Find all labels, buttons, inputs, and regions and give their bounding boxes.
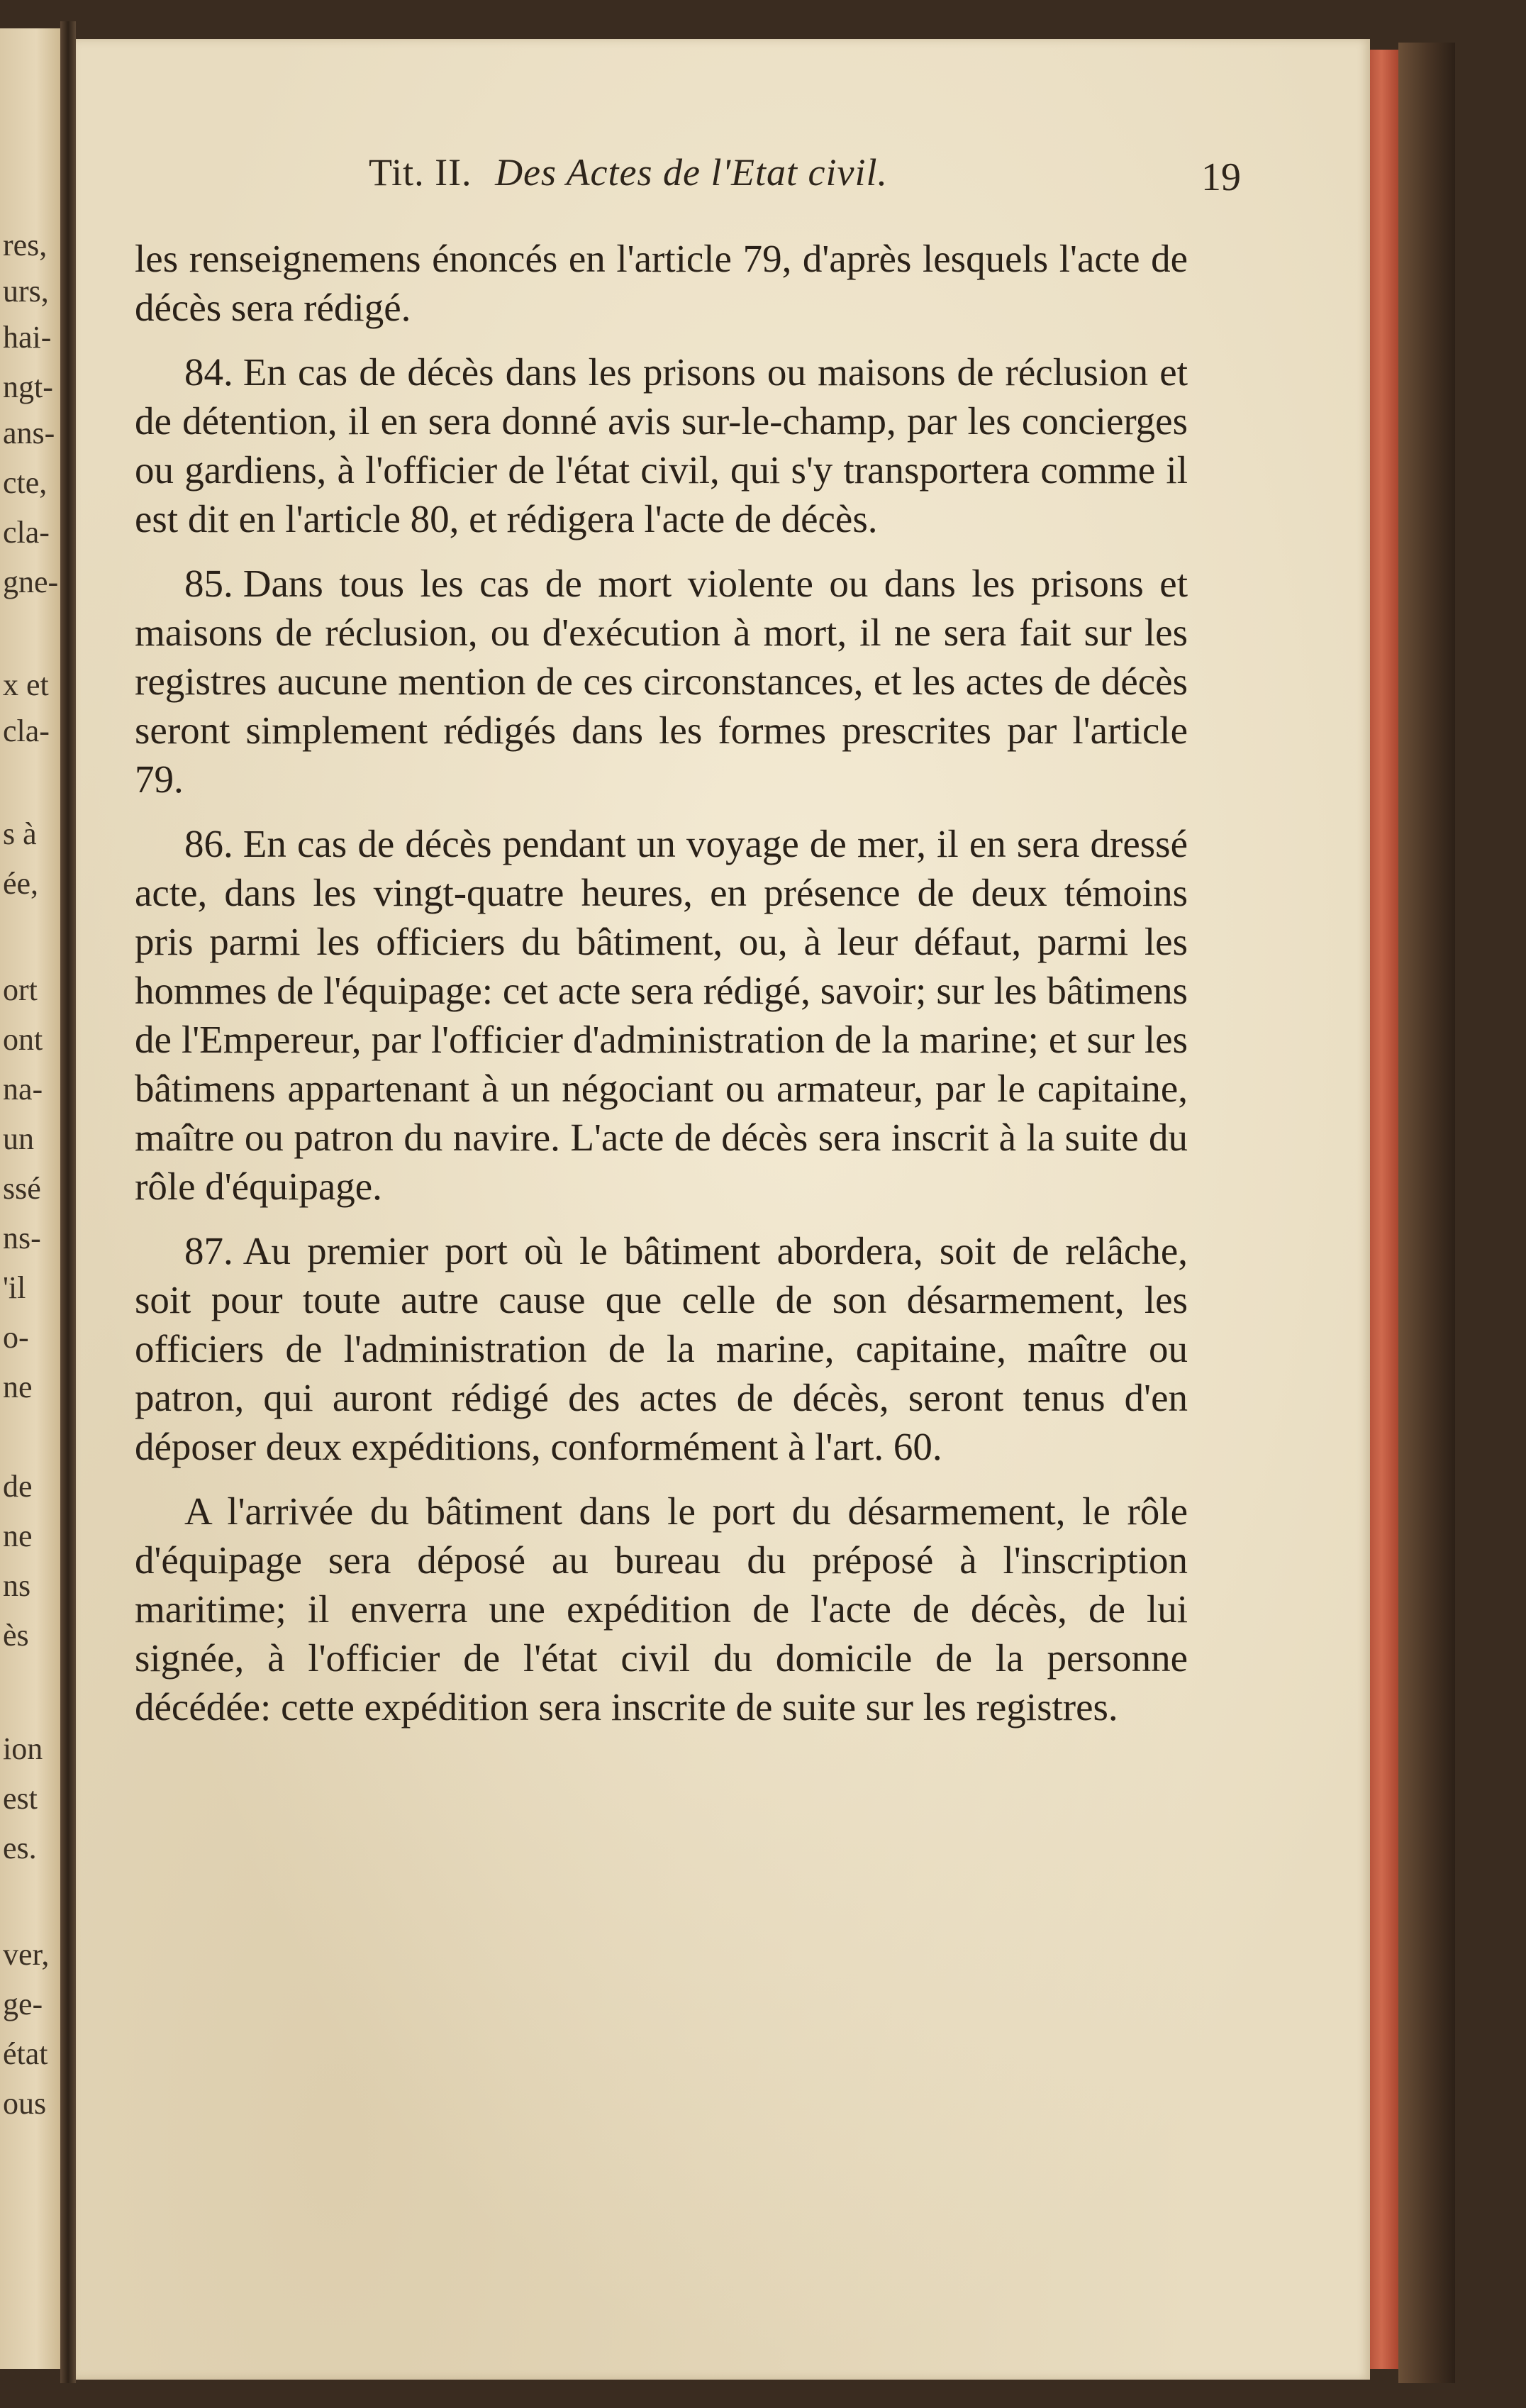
facing-page-fragment: ans- bbox=[3, 416, 55, 450]
facing-page-fragment: ns bbox=[3, 1568, 31, 1603]
facing-page-fragment: ngt- bbox=[3, 370, 53, 404]
facing-page-fragment: x et bbox=[3, 667, 49, 702]
facing-page-fragment: urs, bbox=[3, 274, 49, 309]
paragraph-text: En cas de décès pendant un voyage de mer, il en sera dressé acte, dans les vingt-quatre heures, en présence de deux témoins pris parmi les officiers du bâtiment, ou, à leur défaut, parmi les hommes de l'équipage: cet acte sera rédigé, savoir; sur les bâtimens de l'Empereur, par l'officier d'administration de la marine; et sur les bâtimens appartenant à un négociant ou armateur, par le capitaine, maître ou patron du navire. L'acte de décès sera inscrit à la suite du rôle d'équipage. bbox=[135, 822, 1188, 1208]
facing-page-fragment: cla- bbox=[3, 714, 50, 748]
facing-page-fragment: na- bbox=[3, 1072, 43, 1106]
facing-page-fragment: o- bbox=[3, 1320, 29, 1355]
article-number: 87. bbox=[184, 1229, 233, 1272]
article-87 bbox=[135, 1226, 1188, 1471]
article-85 bbox=[135, 559, 1188, 804]
facing-page-fragment: de bbox=[3, 1469, 33, 1504]
paragraph-text: En cas de décès dans les prisons ou maisons de réclusion et de détention, il en sera donné avis sur-le-champ, par les concierges ou gardiens, à l'officier de l'état civil, qui s'y transportera comme il est dit en l'article 80, et rédigera l'acte de décès. bbox=[135, 350, 1188, 540]
running-title-prefix: Tit. II. bbox=[369, 151, 472, 194]
running-title bbox=[369, 150, 888, 194]
facing-page-fragment: ort bbox=[3, 972, 38, 1007]
page-edge-red bbox=[1370, 50, 1398, 2369]
facing-page-fragment: gne- bbox=[3, 565, 59, 599]
facing-page-fragment: état bbox=[3, 2036, 48, 2071]
facing-page-fragment: un bbox=[3, 1121, 34, 1156]
facing-page-fragment: ns- bbox=[3, 1221, 41, 1255]
body-text bbox=[135, 234, 1188, 1747]
article-number: 86. bbox=[184, 822, 233, 865]
facing-page-fragment: hai- bbox=[3, 320, 52, 355]
facing-page-edge bbox=[0, 28, 60, 2369]
running-header bbox=[291, 135, 1269, 206]
facing-page-fragment: ge- bbox=[3, 1987, 43, 2021]
facing-page-fragment: 'il bbox=[3, 1270, 26, 1305]
facing-page-fragment: ont bbox=[3, 1022, 43, 1057]
article-86 bbox=[135, 819, 1188, 1211]
article-number: 84. bbox=[184, 350, 233, 394]
facing-page-fragment: cte, bbox=[3, 465, 48, 500]
facing-page-fragment: ous bbox=[3, 2086, 47, 2121]
paragraph-text: Dans tous les cas de mort violente ou dans les prisons et maisons de réclusion, ou d'exécution à mort, il ne sera fait sur les registres aucune mention de ces circonstances, et les actes de décès seront simplement rédigés dans les formes prescrites par l'article 79. bbox=[135, 562, 1188, 801]
facing-page-fragment: ver, bbox=[3, 1937, 50, 1972]
facing-page-fragment: ée, bbox=[3, 866, 39, 901]
facing-page-fragment: es. bbox=[3, 1831, 37, 1865]
facing-page-fragment: ssé bbox=[3, 1171, 41, 1206]
facing-page-fragment: res, bbox=[3, 228, 48, 262]
facing-page-fragment: s à bbox=[3, 816, 37, 851]
article-number: 85. bbox=[184, 562, 233, 605]
paragraph-text: A l'arrivée du bâtiment dans le port du désarmement, le rôle d'équipage sera déposé au bureau du préposé à l'inscription maritime; il enverra une expédition de l'acte de décès, de lui signée, à l'officier de l'état civil du domicile de la personne décédée: cette expédition sera inscrite de suite sur les registres. bbox=[135, 1489, 1188, 1729]
book-gutter bbox=[60, 21, 76, 2383]
article-84 bbox=[135, 348, 1188, 543]
facing-page-fragment: ne bbox=[3, 1519, 33, 1553]
running-title-text: Des Actes de l'Etat civil. bbox=[495, 151, 888, 194]
facing-page-fragment: est bbox=[3, 1781, 38, 1816]
paragraph-arrival bbox=[135, 1487, 1188, 1731]
facing-page-fragment: ès bbox=[3, 1618, 29, 1653]
paragraph-continuation bbox=[135, 234, 1188, 332]
facing-page-fragment: cla- bbox=[3, 515, 50, 550]
page-number: 19 bbox=[1201, 155, 1241, 199]
facing-page-fragment: ne bbox=[3, 1370, 33, 1404]
paragraph-text: les renseignemens énoncés en l'article 79, d'après lesquels l'acte de décès sera rédigé. bbox=[135, 237, 1188, 329]
book-cover-edge bbox=[1398, 43, 1455, 2383]
facing-page-fragment: ion bbox=[3, 1731, 43, 1766]
paragraph-text: Au premier port où le bâtiment abordera, soit de relâche, soit pour toute autre cause que celle de son désarmement, les officiers de l'administration de la marine, capitaine, maître ou patron, qui auront rédigé des actes de décès, seront tenus d'en déposer deux expéditions, conformément à l'art. 60. bbox=[135, 1229, 1188, 1468]
